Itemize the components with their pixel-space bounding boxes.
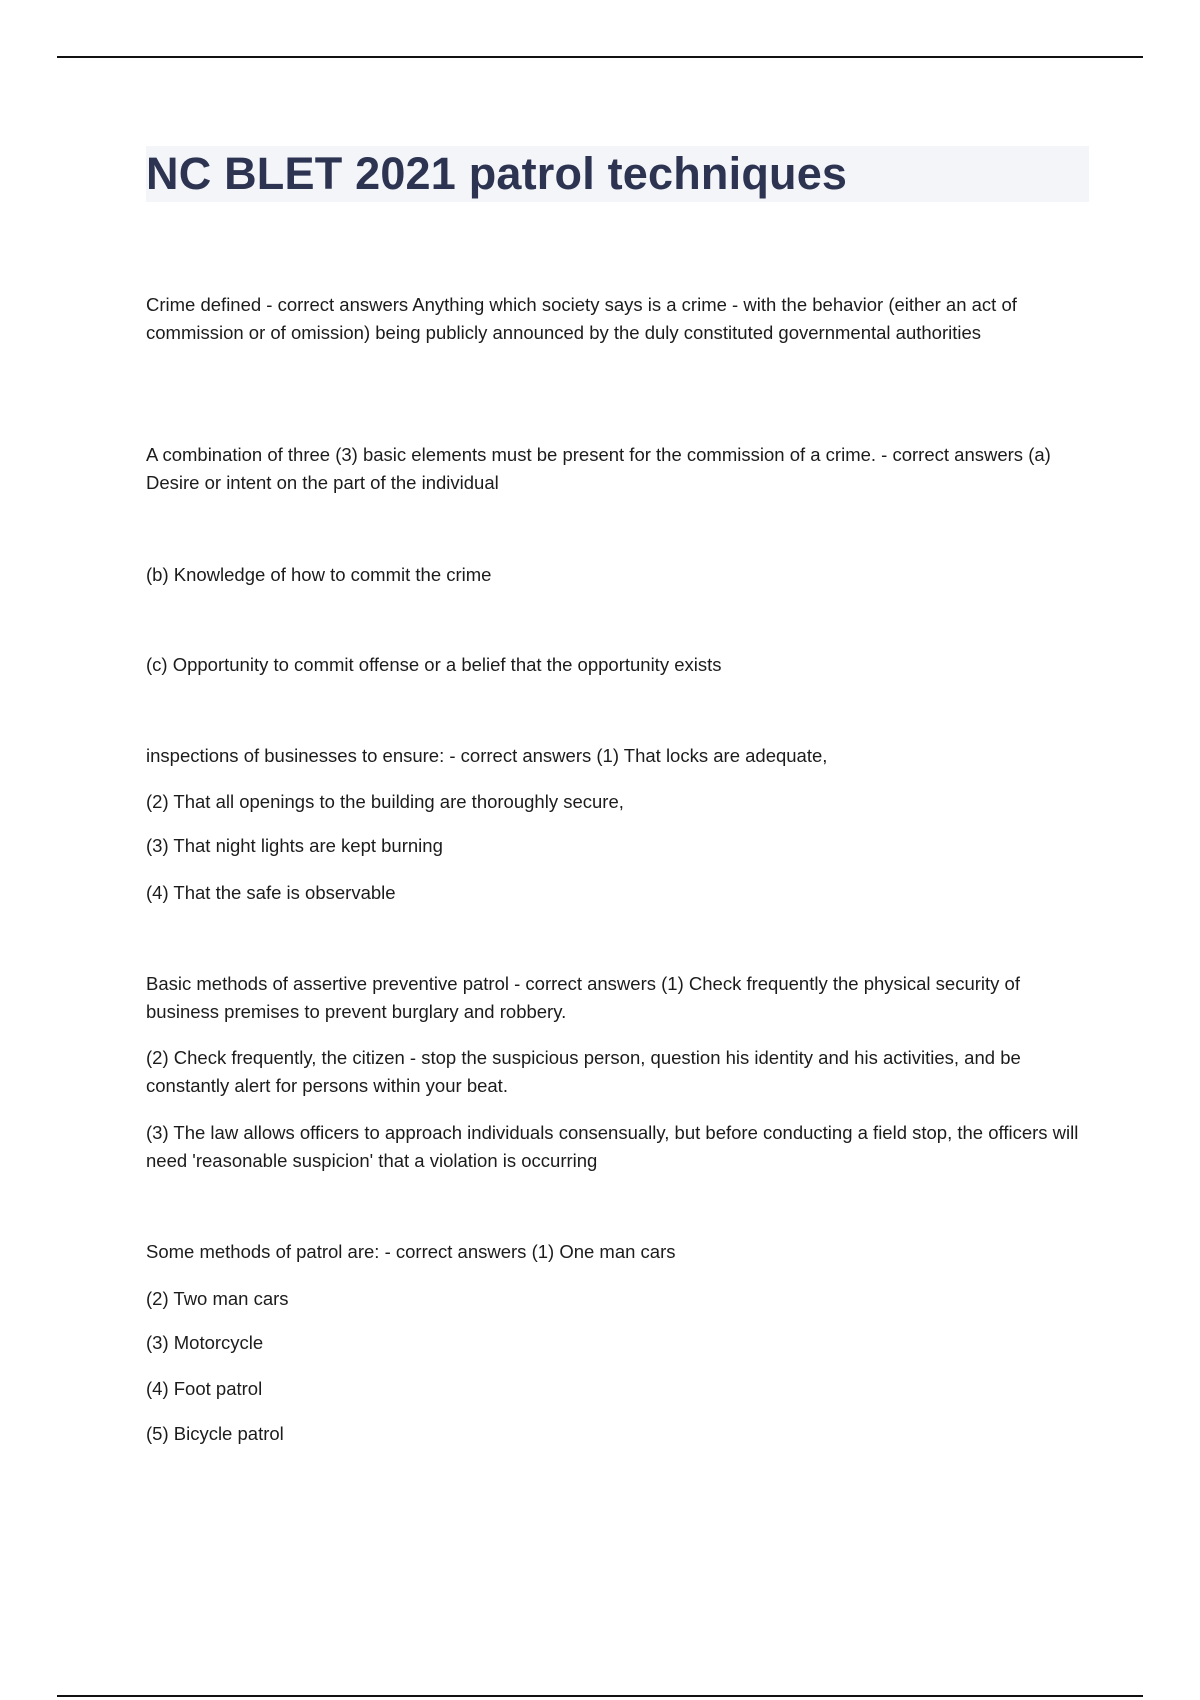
paragraph-inspection-4: (4) That the safe is observable <box>146 882 396 903</box>
paragraph-assertive-patrol: Basic methods of assertive preventive patrol - correct answers (1) Check frequently the physical security of business premises to prevent burglary and robbery. <box>146 973 1020 1022</box>
page-title: NC BLET 2021 patrol techniques <box>146 146 1089 202</box>
paragraph-assertive-3: (3) The law allows officers to approach individuals consensually, but before conducting a field stop, the officers will need 'reasonable suspicion' that a violation is occurring <box>146 1122 1079 1171</box>
footer-rule <box>57 1695 1143 1697</box>
paragraph-element-c: (c) Opportunity to commit offense or a belief that the opportunity exists <box>146 654 722 675</box>
paragraph-inspection-2: (2) That all openings to the building are thoroughly secure, <box>146 791 624 812</box>
paragraph-element-b: (b) Knowledge of how to commit the crime <box>146 564 492 585</box>
paragraph-method-5: (5) Bicycle patrol <box>146 1423 284 1444</box>
paragraph-method-4: (4) Foot patrol <box>146 1378 263 1399</box>
paragraph-inspection-3: (3) That night lights are kept burning <box>146 835 443 856</box>
paragraph-crime-defined: Crime defined - correct answers Anything which society says is a crime - with the behavior (either an act of commission or of omission) being publicly announced by the duly constituted governmental authorities <box>146 294 1017 343</box>
header-rule <box>57 56 1143 58</box>
paragraph-method-3: (3) Motorcycle <box>146 1332 264 1353</box>
paragraph-patrol-methods: Some methods of patrol are: - correct answers (1) One man cars <box>146 1241 676 1262</box>
paragraph-three-elements: A combination of three (3) basic elements must be present for the commission of a crime. - correct answers (a) Desire or intent on the part of the individual <box>146 444 1051 493</box>
paragraph-method-2: (2) Two man cars <box>146 1288 289 1309</box>
paragraph-assertive-2: (2) Check frequently, the citizen - stop the suspicious person, question his identity and his activities, and be constantly alert for persons within your beat. <box>146 1047 1021 1096</box>
paragraph-inspections: inspections of businesses to ensure: - correct answers (1) That locks are adequate, <box>146 745 828 766</box>
